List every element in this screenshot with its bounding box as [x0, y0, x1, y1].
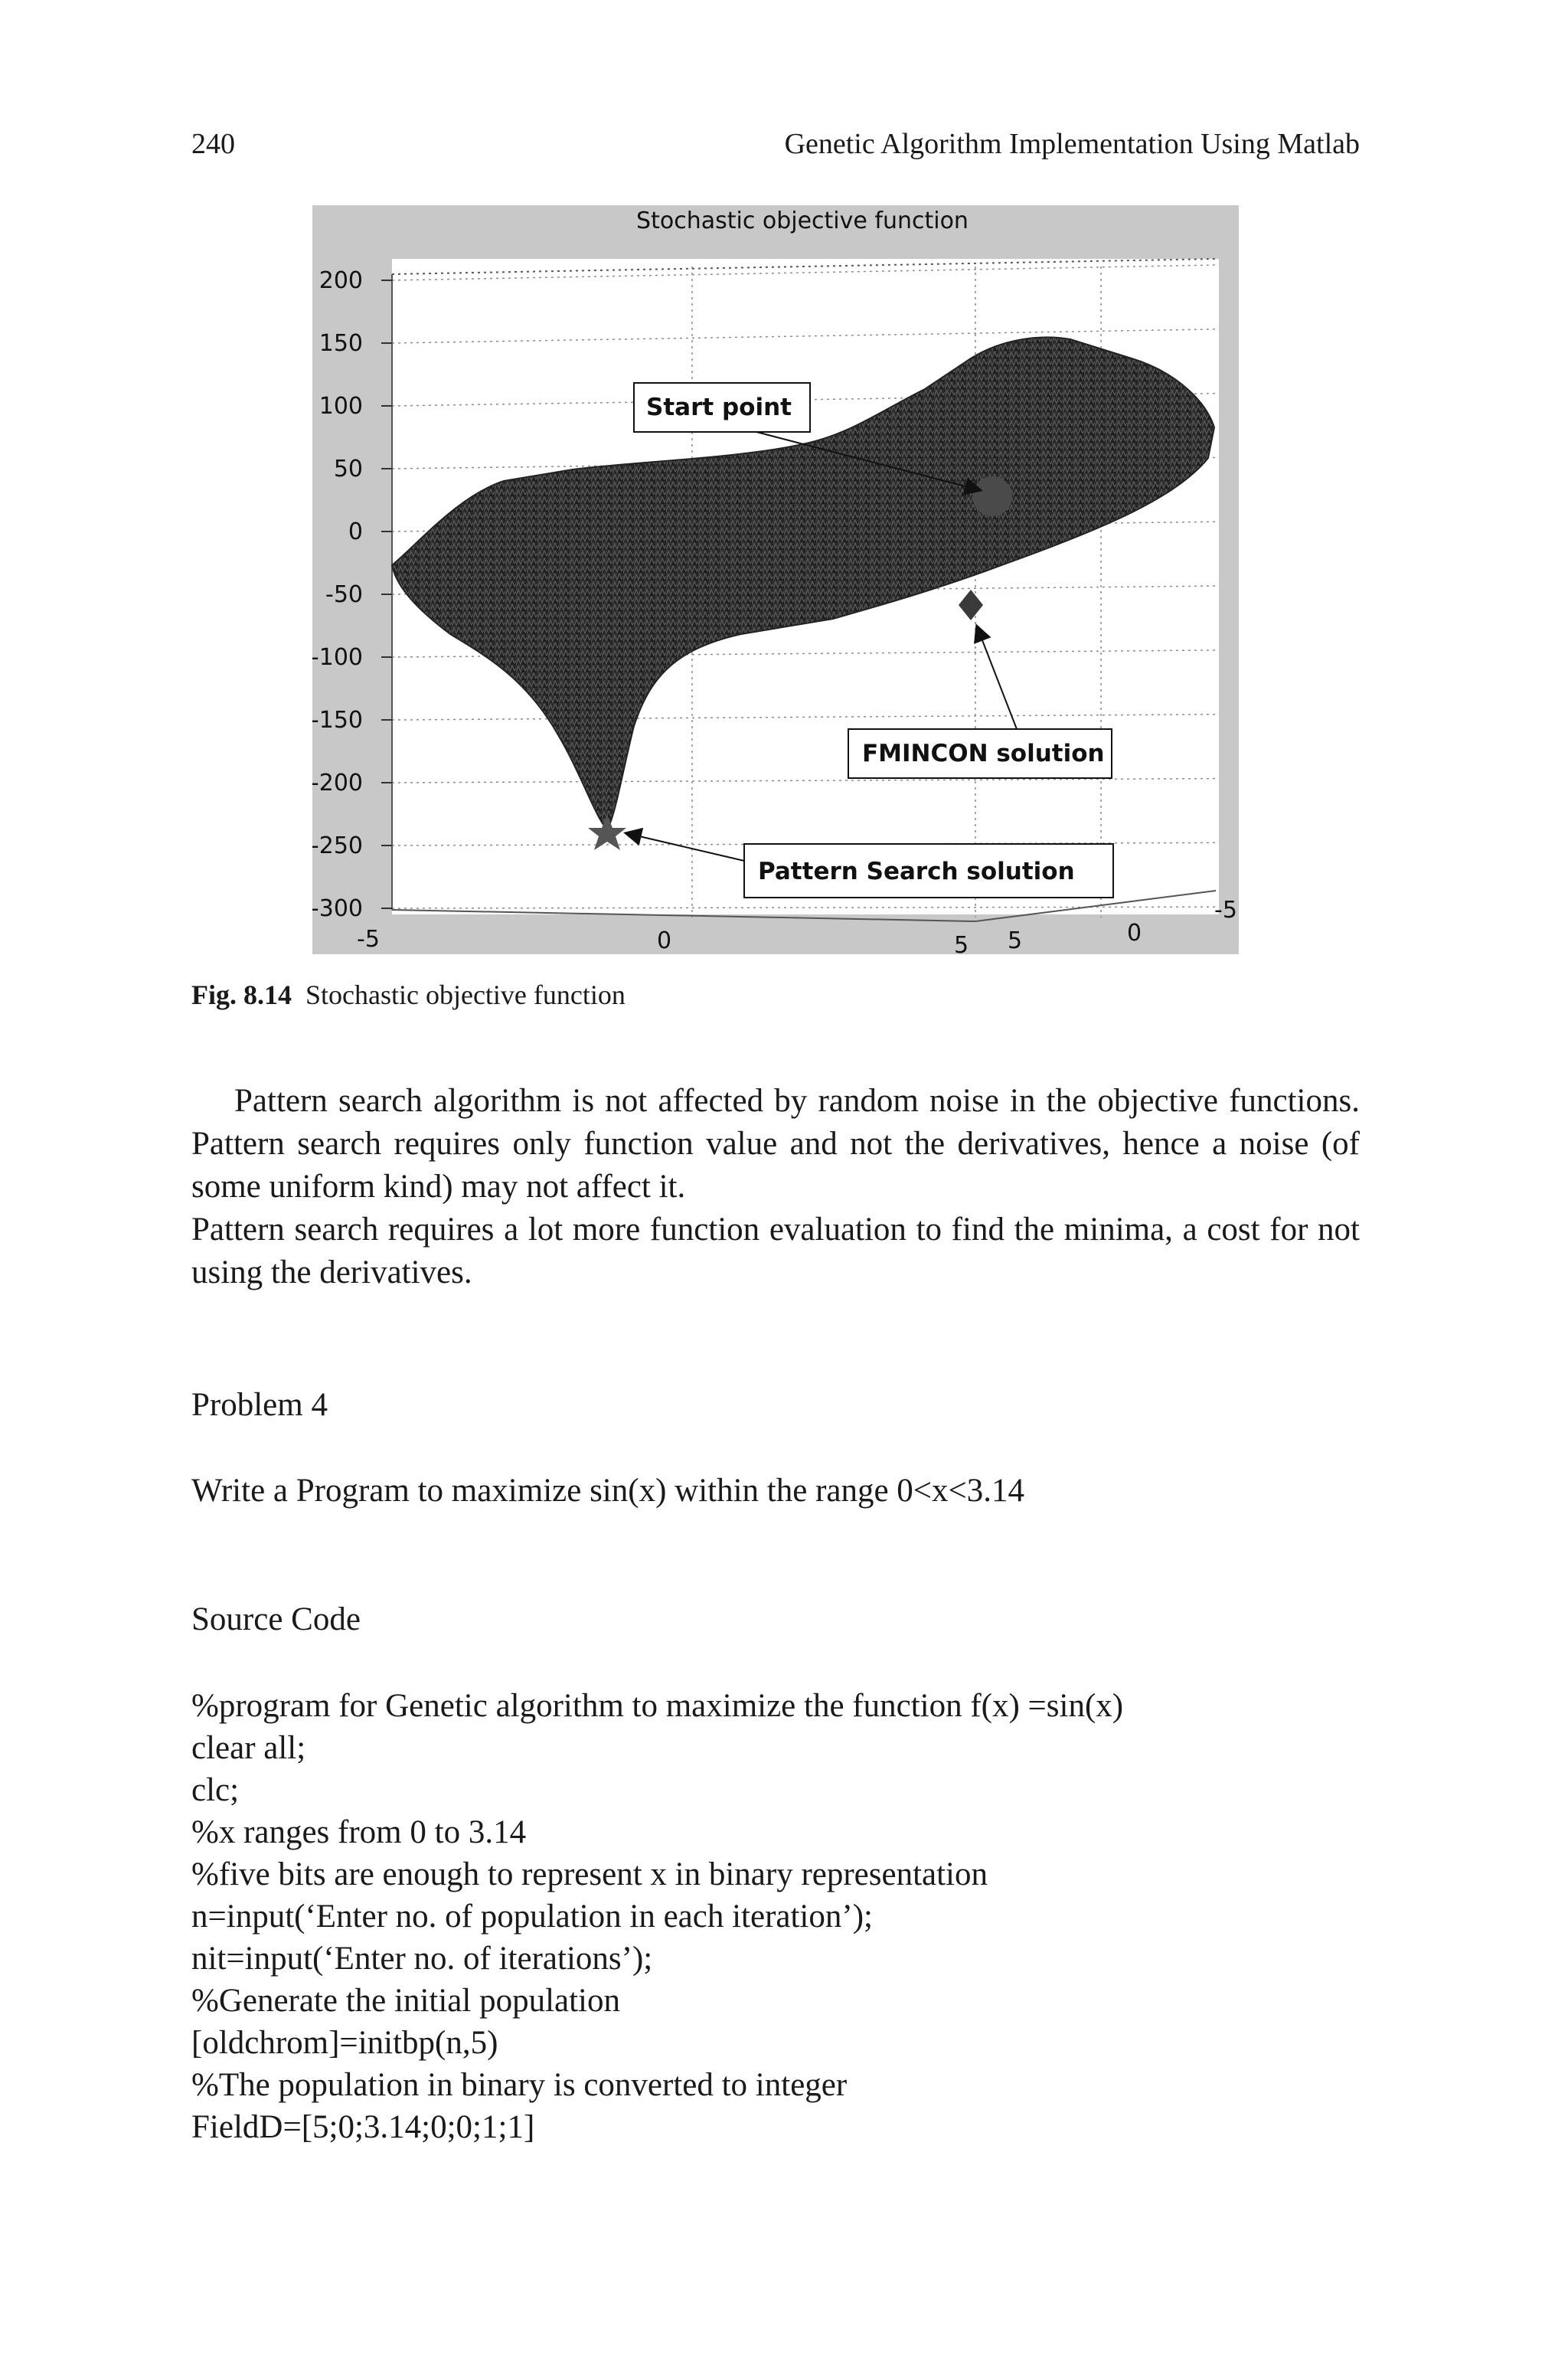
page-number: 240	[191, 128, 235, 160]
z-tick-label: 100	[318, 393, 363, 420]
figure-stochastic-surface	[312, 205, 1239, 954]
svg-text:FMINCON solution: FMINCON solution	[862, 740, 1105, 767]
code-line: [oldchrom]=initbp(n,5)	[191, 2025, 498, 2061]
code-line: nit=input(‘Enter no. of iterations’);	[191, 1941, 653, 1977]
svg-text:Start point: Start point	[646, 394, 792, 421]
z-tick-label: -150	[312, 707, 363, 734]
figure-label: Fig. 8.14	[191, 980, 292, 1010]
code-line: clear all;	[191, 1730, 306, 1766]
problem-statement: Write a Program to maximize sin(x) within the range 0<x<3.14	[191, 1473, 1025, 1509]
body-text	[191, 1080, 1360, 1294]
y-tick-label: -5	[1214, 897, 1237, 924]
x-tick-label: 5	[954, 932, 969, 954]
z-tick-label: -250	[312, 832, 363, 859]
z-tick-label: -50	[325, 581, 363, 608]
figure-caption-text: Stochastic objective function	[305, 980, 626, 1010]
svg-text:Pattern Search solution: Pattern Search solution	[758, 858, 1075, 885]
x-tick-label: -5	[357, 926, 380, 953]
source-code-heading: Source Code	[191, 1601, 361, 1637]
figure-caption	[191, 979, 626, 1011]
code-line: FieldD=[5;0;3.14;0;0;1;1]	[191, 2109, 535, 2145]
code-line: %program for Genetic algorithm to maximize the function f(x) =sin(x)	[191, 1688, 1124, 1724]
z-tick-label: 200	[318, 267, 363, 294]
code-line: %x ranges from 0 to 3.14	[191, 1814, 527, 1850]
z-tick-label: 0	[348, 518, 363, 545]
z-tick-label: 50	[333, 456, 363, 482]
z-tick-label: 150	[318, 330, 363, 357]
z-tick-label: -100	[312, 644, 363, 671]
surface-plot	[312, 205, 1239, 954]
z-tick-label: -200	[312, 770, 363, 796]
y-tick-label: 0	[1127, 920, 1142, 947]
source-code	[191, 1685, 1123, 2148]
paragraph: Pattern search algorithm is not affected by random noise in the objective functions. Pattern search requires only function value and not the derivatives, hence a noise (of some uniform kind) may not affect it.	[191, 1083, 1360, 1205]
start-point-marker	[972, 476, 1012, 516]
x-tick-label: 0	[657, 927, 672, 954]
code-line: %The population in binary is converted to integer	[191, 2067, 848, 2103]
code-line: clc;	[191, 1772, 240, 1808]
code-line: %five bits are enough to represent x in binary representation	[191, 1856, 988, 1892]
paragraph: Pattern search requires a lot more function evaluation to find the minima, a cost for not using the derivatives.	[191, 1212, 1360, 1290]
code-line: %Generate the initial population	[191, 1983, 621, 2019]
chart-title: Stochastic objective function	[636, 208, 969, 234]
y-tick-label: 5	[1008, 927, 1023, 954]
z-tick-label: -300	[312, 895, 363, 922]
code-line: n=input(‘Enter no. of population in each iteration’);	[191, 1899, 873, 1935]
running-title: Genetic Algorithm Implementation Using Matlab	[784, 128, 1360, 160]
problem-title: Problem 4	[191, 1387, 328, 1423]
